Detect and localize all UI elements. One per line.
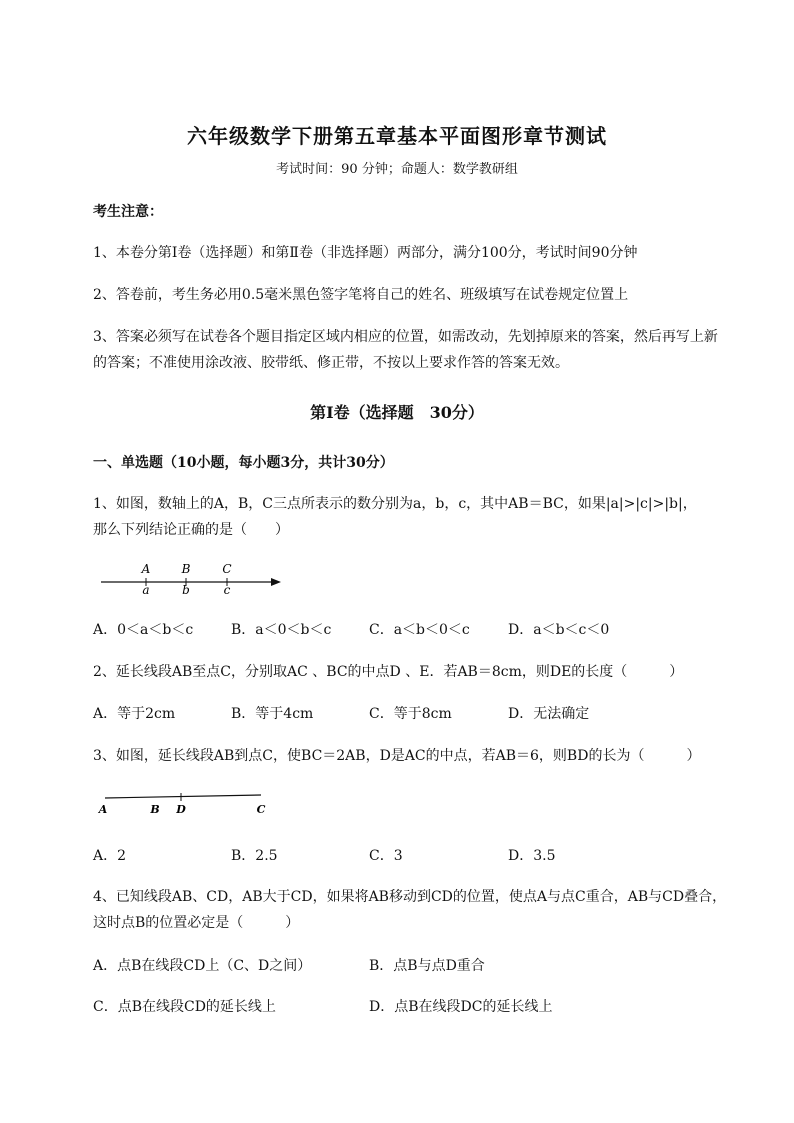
- question-4-option-b: B．点B与点D重合: [369, 958, 485, 974]
- exam-info: 考试时间：90 分钟；命题人：数学教研组: [276, 162, 518, 177]
- question-3-option-c: C．3: [369, 848, 403, 864]
- notice-item: 2、答卷前，考生务必用0.5毫米黑色签字笔将自己的姓名、班级填写在试卷规定位置上: [93, 287, 629, 303]
- notice-item: 的答案；不准使用涂改液、胶带纸、修正带，不按以上要求作答的答案无效。: [93, 355, 569, 371]
- question-2-option-c: C．等于8cm: [369, 706, 452, 722]
- point-label-C: C: [256, 803, 266, 816]
- question-4-option-d: D．点B在线段DC的延长线上: [369, 999, 553, 1015]
- question-4-option-c: C．点B在线段CD的延长线上: [93, 999, 276, 1015]
- question-1-stem: 1、如图，数轴上的A，B，C三点所表示的数分别为a，b，c，其中AB＝BC，如果|a|>|c|>|b|，: [93, 496, 697, 512]
- point-label-D: D: [176, 803, 186, 816]
- question-4-stem: 这时点B的位置必定是（ ）: [93, 915, 300, 931]
- point-label-A: A: [141, 562, 151, 576]
- question-4-option-a: A．点B在线段CD上（C、D之间）: [93, 958, 312, 974]
- section-title: 第I卷（选择题 30分）: [310, 403, 484, 422]
- number-line-figure: [95, 560, 295, 600]
- value-label-b: b: [182, 583, 190, 597]
- question-3-stem: 3、如图，延长线段AB到点C，使BC＝2AB，D是AC的中点，若AB＝6，则BD的长为（ ）: [93, 748, 701, 764]
- question-3-option-b: B．2.5: [231, 848, 278, 864]
- number-line-arrow: [271, 578, 281, 586]
- point-label-B: B: [150, 803, 160, 816]
- value-label-c: c: [223, 583, 231, 597]
- question-1-option-b: B．a＜0＜b＜c: [231, 622, 332, 638]
- question-1-option-d: D．a＜b＜c＜0: [508, 622, 610, 638]
- segment-figure: [95, 788, 275, 818]
- point-label-A: A: [98, 803, 108, 816]
- question-2-option-b: B．等于4cm: [231, 706, 314, 722]
- question-2-stem: 2、延长线段AB至点C，分别取AC 、BC的中点D 、E．若AB＝8cm，则DE的长度（ ）: [93, 664, 684, 680]
- page-title: 六年级数学下册第五章基本平面图形章节测试: [187, 124, 607, 148]
- point-label-C: C: [222, 562, 232, 576]
- question-1-option-a: A．0＜a＜b＜c: [93, 622, 194, 638]
- notice-heading: 考生注意：: [93, 204, 163, 220]
- question-2-option-d: D．无法确定: [508, 706, 590, 722]
- question-1-stem: 那么下列结论正确的是（ ）: [93, 522, 289, 538]
- question-1-option-c: C．a＜b＜0＜c: [369, 622, 470, 638]
- section-subtitle: 一、单选题（10小题，每小题3分，共计30分）: [93, 455, 394, 471]
- question-3-option-d: D．3.5: [508, 848, 556, 864]
- question-4-stem: 4、已知线段AB、CD，AB大于CD，如果将AB移动到CD的位置，使点A与点C重合，AB与CD叠合，: [93, 889, 727, 905]
- value-label-a: a: [142, 583, 150, 597]
- question-3-option-a: A．2: [93, 848, 127, 864]
- notice-item: 3、答案必须写在试卷各个题目指定区域内相应的位置，如需改动，先划掉原来的答案，然后再写上新: [93, 329, 718, 345]
- point-label-B: B: [181, 562, 191, 576]
- segment-line: [105, 795, 261, 798]
- notice-item: 1、本卷分第I卷（选择题）和第Ⅱ卷（非选择题）两部分，满分100分，考试时间90分钟: [93, 245, 638, 261]
- question-2-option-a: A．等于2cm: [93, 706, 176, 722]
